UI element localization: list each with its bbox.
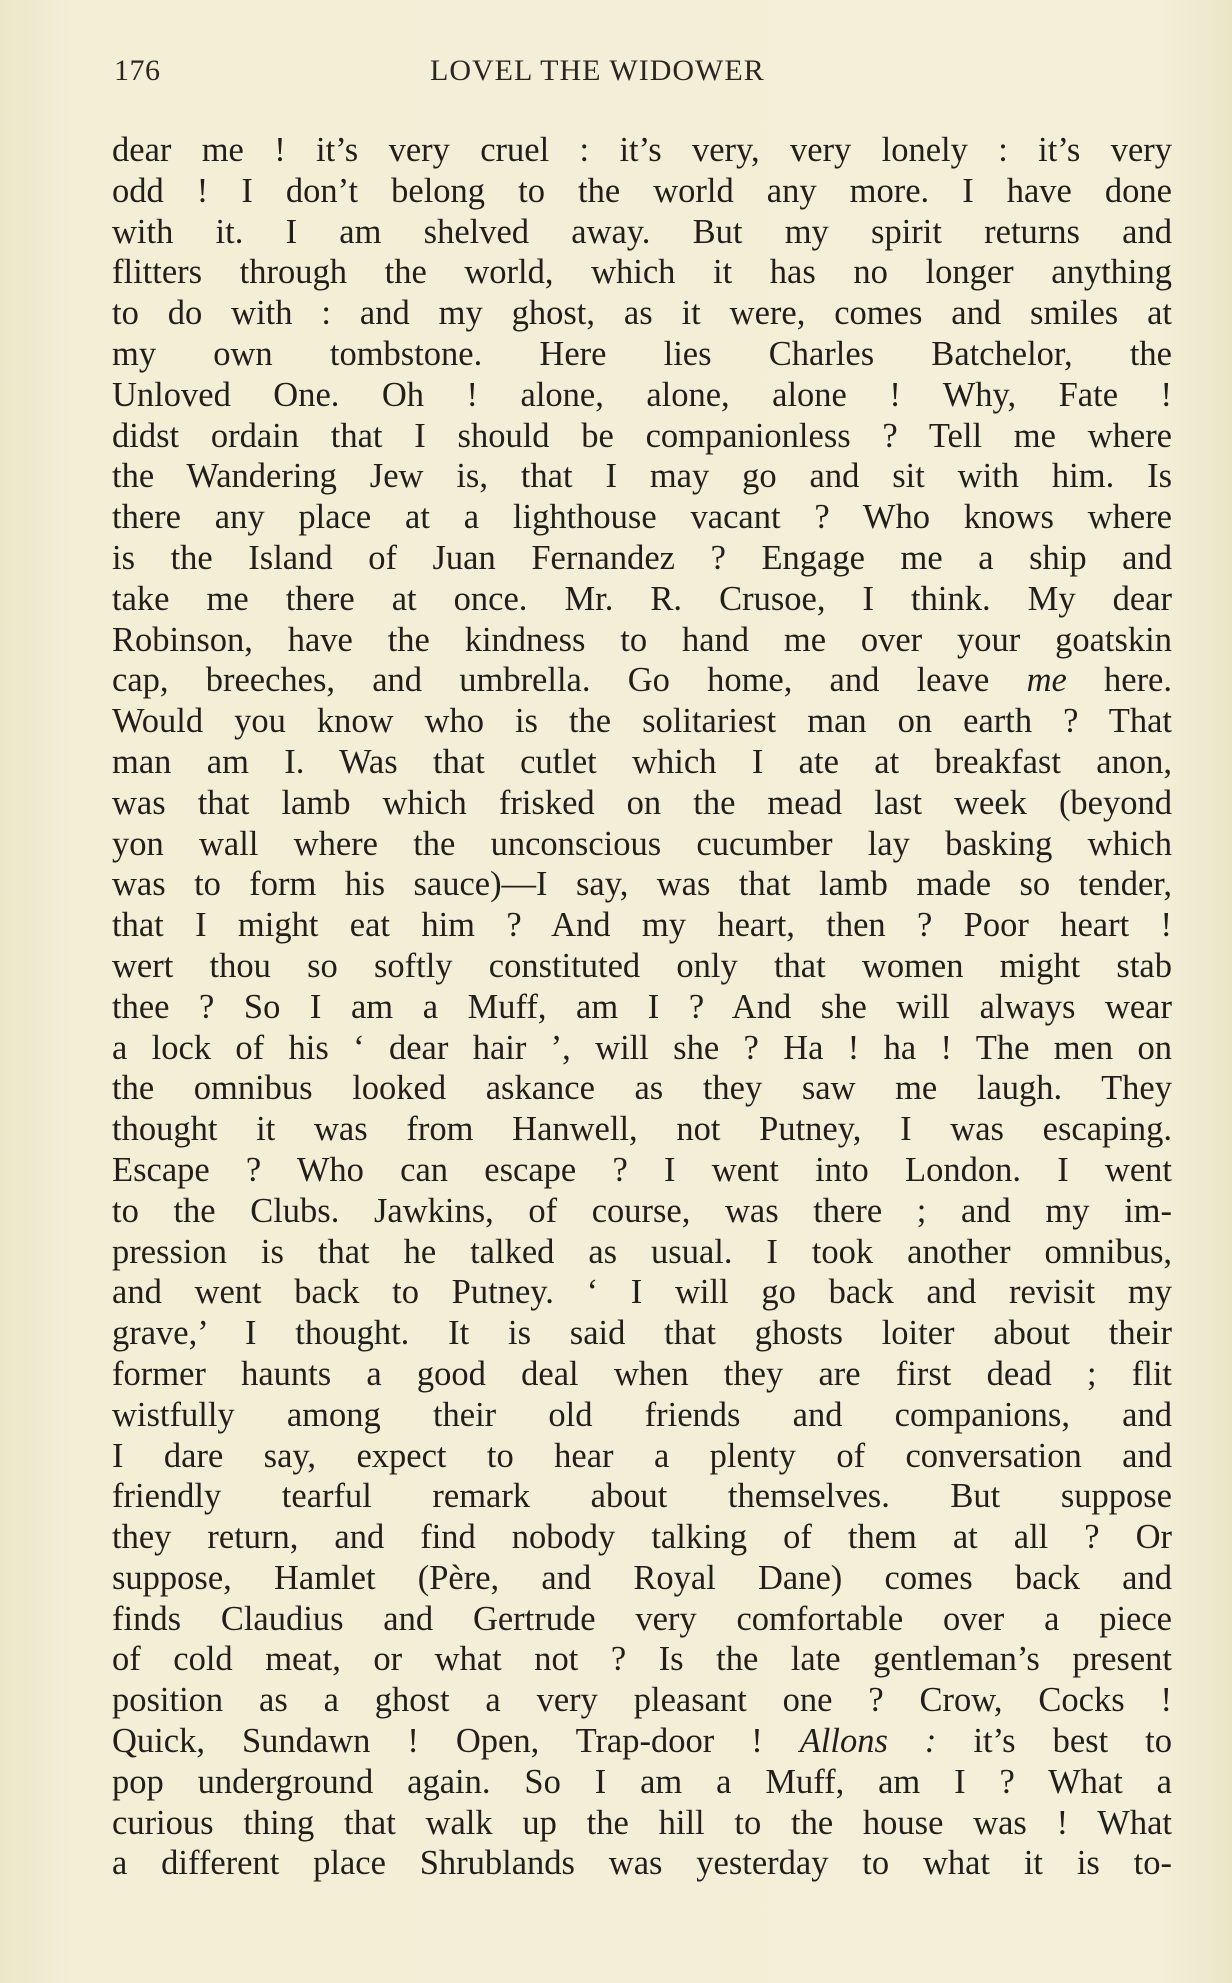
text-line: a lock of his ‘ dear hair ’, will she ? Ha ! ha ! The men on xyxy=(112,1028,1172,1067)
text-line: is the Island of Juan Fernandez ? Engage me a ship and xyxy=(112,538,1172,577)
text-line: and went back to Putney. ‘ I will go back and revisit my xyxy=(112,1273,1172,1312)
text-line: a different place Shrublands was yesterday to what it is to- xyxy=(112,1844,1172,1883)
text-line: with it. I am shelved away. But my spirit returns and xyxy=(112,212,1172,251)
text-line: to the Clubs. Jawkins, of course, was there ; and my im- xyxy=(112,1191,1172,1230)
text-line: pression is that he talked as usual. I took another omnibus, xyxy=(112,1232,1172,1271)
text-line: wistfully among their old friends and companions, and xyxy=(112,1395,1172,1434)
text-line: they return, and find nobody talking of them at all ? Or xyxy=(112,1518,1172,1557)
text-line: the Wandering Jew is, that I may go and sit with him. Is xyxy=(112,457,1172,496)
italic-word: Allons : xyxy=(799,1722,937,1761)
text-line: Quick, Sundawn ! Open, Trap-door ! Allons : it’s best to xyxy=(112,1722,1172,1761)
text-line: dear me ! it’s very cruel : it’s very, very lonely : it’s very xyxy=(112,131,1172,169)
text-line: curious thing that walk up the hill to the house was ! What xyxy=(112,1803,1172,1842)
text-line: pop underground again. So I am a Muff, am I ? What a xyxy=(112,1762,1172,1801)
text-line: wert thou so softly constituted only that women might stab xyxy=(112,946,1172,985)
italic-word: me xyxy=(1026,661,1067,700)
text-line: position as a ghost a very pleasant one ? Crow, Cocks ! xyxy=(112,1681,1172,1720)
text-line: friendly tearful remark about themselves. But suppose xyxy=(112,1477,1172,1516)
text-line: thee ? So I am a Muff, am I ? And she will always wear xyxy=(112,987,1172,1026)
body-text xyxy=(112,130,1172,1884)
text-line: there any place at a lighthouse vacant ? Who knows where xyxy=(112,498,1172,537)
text-line: I dare say, expect to hear a plenty of conversation and xyxy=(112,1436,1172,1475)
text-line: Unloved One. Oh ! alone, alone, alone ! Why, Fate ! xyxy=(112,375,1172,414)
text-line: my own tombstone. Here lies Charles Batchelor, the xyxy=(112,334,1172,373)
text-line: flitters through the world, which it has no longer anything xyxy=(112,253,1172,292)
text-line: Robinson, have the kindness to hand me over your goatskin xyxy=(112,620,1172,659)
text-line: former haunts a good deal when they are first dead ; flit xyxy=(112,1354,1172,1393)
text-line: Would you know who is the solitariest man on earth ? That xyxy=(112,702,1172,741)
text-line: was that lamb which frisked on the mead last week (beyond xyxy=(112,783,1172,822)
text-line: take me there at once. Mr. R. Crusoe, I think. My dear xyxy=(112,579,1172,618)
text-line: cap, breeches, and umbrella. Go home, and leave me here. xyxy=(112,661,1172,700)
text-line: that I might eat him ? And my heart, then ? Poor heart ! xyxy=(112,906,1172,945)
text-line: grave,’ I thought. It is said that ghosts loiter about their xyxy=(112,1314,1172,1353)
running-head xyxy=(114,54,1170,94)
text-line: thought it was from Hanwell, not Putney, I was escaping. xyxy=(112,1110,1172,1149)
page-number: 176 xyxy=(114,54,161,87)
text-line: didst ordain that I should be companionless ? Tell me where xyxy=(112,416,1172,455)
text-line: the omnibus looked askance as they saw me laugh. They xyxy=(112,1069,1172,1108)
text-line: yon wall where the unconscious cucumber lay basking which xyxy=(112,824,1172,863)
text-line: of cold meat, or what not ? Is the late gentleman’s present xyxy=(112,1640,1172,1679)
running-title: LOVEL THE WIDOWER xyxy=(430,54,765,87)
text-line: Escape ? Who can escape ? I went into London. I went xyxy=(112,1150,1172,1189)
text-line: was to form his sauce)—I say, was that lamb made so tender, xyxy=(112,865,1172,904)
text-line: suppose, Hamlet (Père, and Royal Dane) comes back and xyxy=(112,1558,1172,1597)
text-line: man am I. Was that cutlet which I ate at breakfast anon, xyxy=(112,742,1172,781)
text-line: finds Claudius and Gertrude very comfortable over a piece xyxy=(112,1599,1172,1638)
text-line: to do with : and my ghost, as it were, comes and smiles at xyxy=(112,294,1172,333)
text-line: odd ! I don’t belong to the world any more. I have done xyxy=(112,171,1172,210)
